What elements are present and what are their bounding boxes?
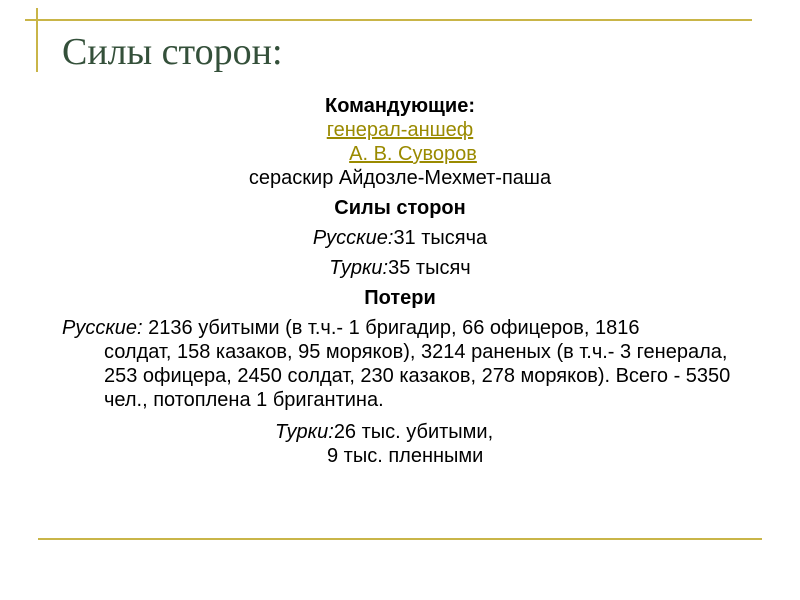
- bottom-rule: [38, 538, 762, 540]
- losses-turkish-killed: 26 тыс. убитыми,: [333, 421, 494, 443]
- commander-link-name[interactable]: А. В. Суворов: [349, 143, 477, 165]
- commanders-heading: Командующие:: [325, 95, 475, 117]
- losses-turkish-captured: 9 тыс. пленными: [327, 445, 484, 467]
- forces-russian-label: Русские:: [312, 227, 394, 249]
- losses-russian-first: 2136 убитыми (в т.ч.- 1 бригадир, 66 офицеров, 1816: [142, 317, 640, 339]
- losses-russian: [62, 316, 752, 412]
- forces-turkish-label: Турки:: [329, 257, 389, 279]
- turkish-commander: сераскир Айдозле-Мехмет-паша: [248, 167, 552, 189]
- forces-russian-value: 31 тысяча: [393, 227, 488, 249]
- forces-heading: Силы сторон: [334, 197, 466, 219]
- commander-link-rank[interactable]: генерал-аншеф: [326, 119, 474, 141]
- forces-turkish: [50, 256, 750, 280]
- losses-turkish: [275, 420, 750, 468]
- left-rule: [36, 8, 38, 72]
- top-rule: [25, 19, 752, 21]
- slide-title: Силы сторон:: [62, 31, 283, 73]
- russian-commander: [50, 118, 750, 166]
- forces-turkish-value: 35 тысяч: [388, 257, 471, 279]
- losses-turkish-label: Турки:: [275, 421, 334, 443]
- losses-heading: Потери: [364, 287, 436, 309]
- slide-content: [50, 94, 750, 468]
- losses-russian-rest: солдат, 158 казаков, 95 моряков), 3214 раненых (в т.ч.- 3 генерала, 253 офицера, 2450 солдат, 230 казаков, 278 моряков). Всего - 5350 чел., потоплена 1 бригантина.: [104, 341, 731, 411]
- forces-russian: [50, 226, 750, 250]
- losses-russian-label: Русские:: [62, 317, 143, 339]
